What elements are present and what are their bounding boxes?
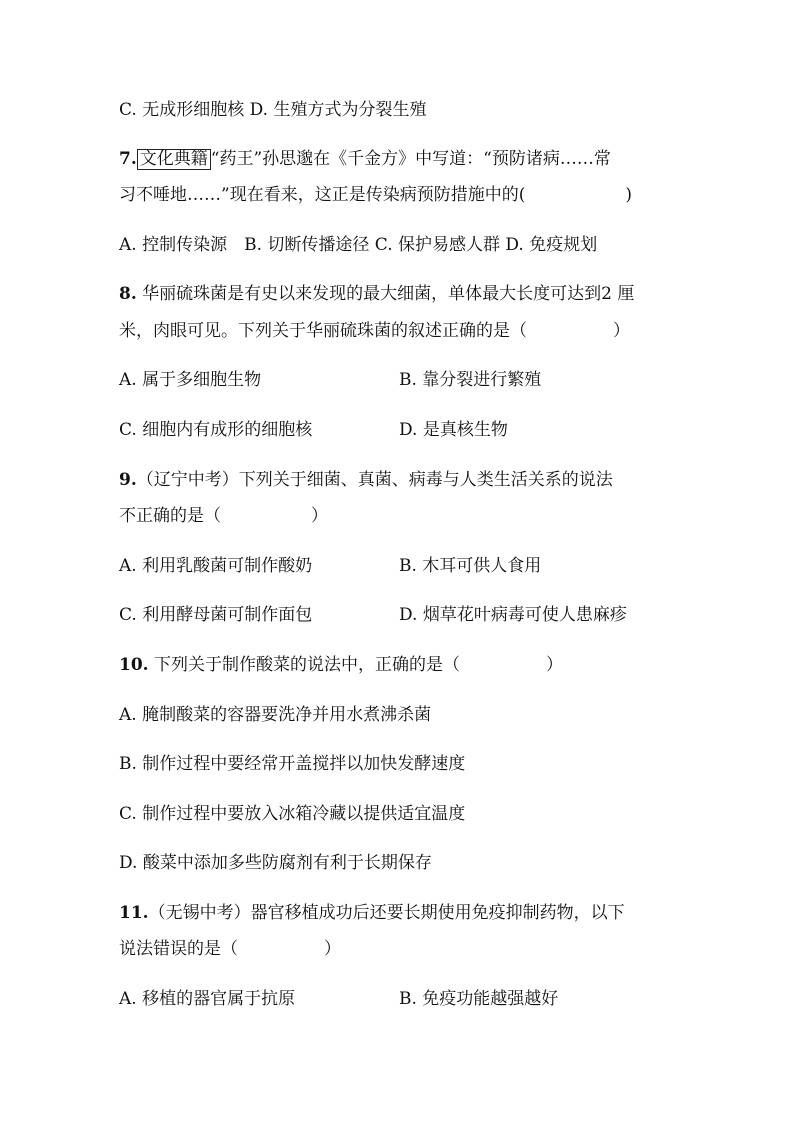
- q9-option-a: A. 利用乳酸菌可制作酸奶: [119, 556, 313, 576]
- q11-line2-close: ）: [324, 939, 341, 959]
- q11-option-b: B. 免疫功能越强越好: [399, 989, 559, 1009]
- q9-line1-text: （辽宁中考）下列关于细菌、真菌、病毒与人类生活关系的说法: [136, 470, 613, 490]
- q11-line1: [119, 902, 625, 924]
- q6-options-line: C. 无成形细胞核 D. 生殖方式为分裂生殖: [119, 100, 427, 120]
- q9-option-b: B. 木耳可供人食用: [399, 556, 542, 576]
- q10-option-c: C. 制作过程中要放入冰箱冷藏以提供适宜温度: [119, 804, 466, 824]
- q9-line2-close: ）: [311, 506, 328, 526]
- q8-line2-text: 米，肉眼可见。下列关于华丽硫珠菌的叙述正确的是（: [119, 321, 527, 341]
- q7-line1-text: “药王”孙思邈在《千金方》中写道：“预防诸病……常: [210, 149, 611, 169]
- q11-line2: [119, 938, 341, 960]
- q8-option-b: B. 靠分裂进行繁殖: [399, 370, 542, 390]
- q9-line2-text: 不正确的是（: [119, 506, 221, 526]
- q7-line2-close: ): [625, 185, 632, 205]
- q8-line2-close: ）: [613, 321, 630, 341]
- q8-line1: [119, 283, 634, 305]
- q10-line1-close: ）: [545, 655, 563, 675]
- q10-option-a: A. 腌制酸菜的容器要洗净并用水煮沸杀菌: [119, 705, 432, 725]
- q10-line1-text: 下列关于制作酸菜的说法中，正确的是（: [148, 655, 460, 675]
- q7-options-line: A. 控制传染源 B. 切断传播途径 C. 保护易感人群 D. 免疫规划: [119, 235, 598, 255]
- q7-line2: [119, 184, 632, 206]
- q8-option-a: A. 属于多细胞生物: [119, 370, 262, 390]
- q9-option-c: C. 利用酵母菌可制作面包: [119, 605, 313, 625]
- q8-line2: [119, 320, 630, 342]
- q10-option-d: D. 酸菜中添加多些防腐剂有利于长期保存: [119, 853, 432, 873]
- q11-option-a: A. 移植的器官属于抗原: [119, 989, 296, 1009]
- q8-option-c: C. 细胞内有成形的细胞核: [119, 420, 313, 440]
- q7-line2-text: 习不唾地……”现在看来，这正是传染病预防措施中的(: [119, 185, 526, 205]
- q10-number: 10.: [119, 655, 149, 675]
- q10-option-b: B. 制作过程中要经常开盖搅拌以加快发酵速度: [119, 754, 466, 774]
- q9-line2: [119, 505, 328, 527]
- q7-tag: 文化典籍: [137, 149, 211, 170]
- q8-line1-text: 华丽硫珠菌是有史以来发现的最大细菌，单体最大长度可达到2 厘: [136, 284, 635, 304]
- q11-line1-text: （无锡中考）器官移植成功后还要长期使用免疫抑制药物，以下: [148, 903, 625, 923]
- q8-option-d: D. 是真核生物: [399, 420, 508, 440]
- q8-number: 8.: [119, 284, 137, 304]
- q7-number: 7.: [119, 149, 137, 169]
- q7-line1: [119, 148, 611, 170]
- q9-option-d: D. 烟草花叶病毒可使人患麻疹: [399, 605, 627, 625]
- q11-line2-text: 说法错误的是（: [119, 939, 238, 959]
- q11-number: 11.: [119, 903, 149, 923]
- q10-line1: [119, 654, 563, 676]
- q9-line1: [119, 469, 613, 491]
- q9-number: 9.: [119, 470, 137, 490]
